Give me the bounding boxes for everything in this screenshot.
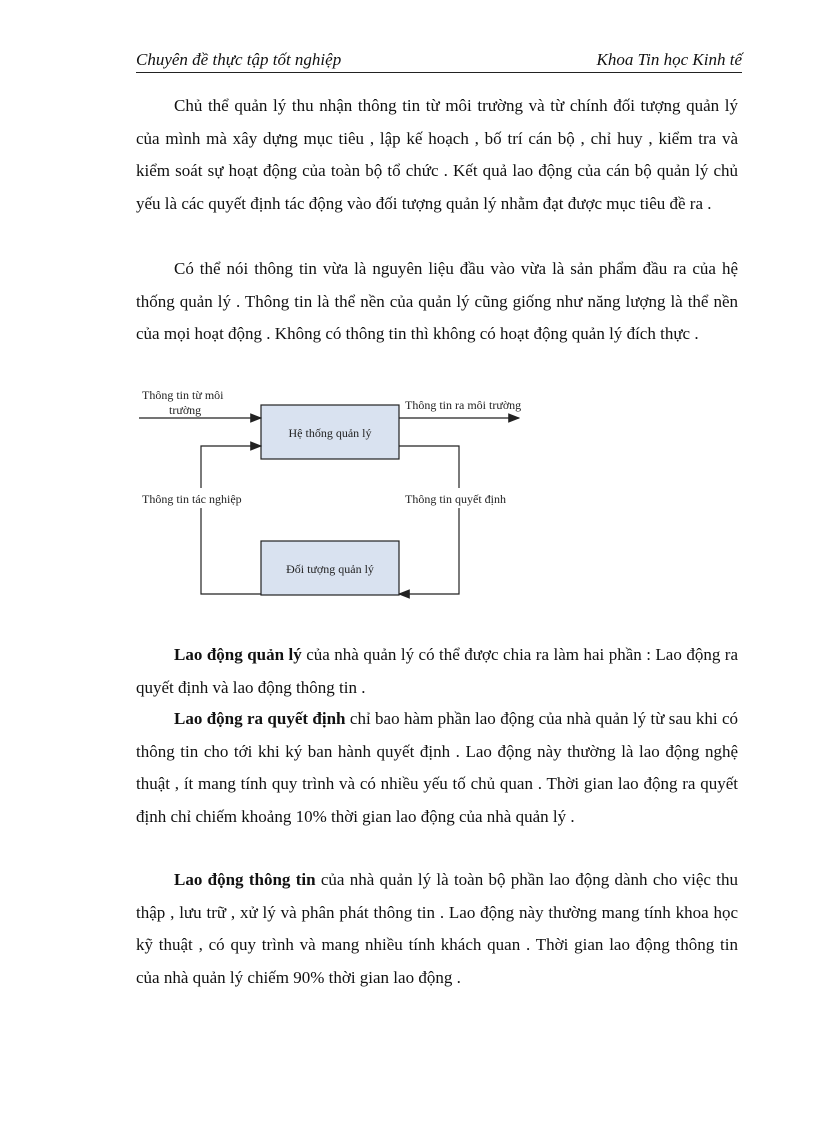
decision-info-loop bbox=[399, 446, 459, 594]
paragraph-5-text: của nhà quản lý là toàn bộ phần lao động dành cho việc thu thập , lưu trữ , xử lý và phân phát thông tin . Lao động này thường mang tính khoa học kỹ thuật , có quy trình và mang nhiều tính khách quan . Thời gian lao động thông tin của nhà quản lý chiếm 90% thời gian lao động . bbox=[136, 870, 738, 987]
paragraph-4 bbox=[136, 703, 738, 833]
operational-info-label: Thông tin tác nghiệp bbox=[142, 492, 242, 506]
paragraph-3-text: của nhà quản lý có thể được chia ra làm hai phần : Lao động ra quyết định và lao động thông tin . bbox=[136, 645, 738, 697]
decision-info-label: Thông tin quyết định bbox=[405, 492, 506, 506]
paragraph-4-text: chỉ bao hàm phần lao động của nhà quản lý từ sau khi có thông tin cho tới khi ký ban hành quyết định . Lao động này thường là lao động nghệ thuật , ít mang tính quy trình và có nhiều yếu tố chủ quan . Thời gian lao động ra quyết định chỉ chiếm khoảng 10% thời gian lao động của nhà quản lý . bbox=[136, 709, 738, 826]
paragraph-4-term: Lao động ra quyết định bbox=[174, 709, 346, 728]
paragraph-5 bbox=[136, 864, 738, 994]
header-right-title: Khoa Tin học Kinh tế bbox=[596, 50, 742, 69]
input-label-line1: Thông tin từ môi bbox=[142, 388, 224, 402]
header-left-title: Chuyên đề thực tập tốt nghiệp bbox=[136, 50, 342, 69]
paragraph-3 bbox=[136, 639, 738, 704]
paragraph-1: Chủ thể quản lý thu nhận thông tin từ môi trường và từ chính đối tượng quản lý của mình mà xây dựng mục tiêu , lập kế hoạch , bố trí cán bộ , chỉ huy , kiểm tra và kiểm soát sự hoạt động của toàn bộ tổ chức . Kết quả lao động của cán bộ quản lý chủ yếu là các quyết định tác động vào đối tượng quản lý nhằm đạt được mục tiêu đề ra . bbox=[136, 96, 738, 213]
paragraph-5-term: Lao động thông tin bbox=[174, 870, 316, 889]
system-box-label: Hệ thống quản lý bbox=[288, 426, 372, 440]
output-label: Thông tin ra môi trường bbox=[405, 398, 522, 412]
input-label-line2: trường bbox=[169, 403, 202, 417]
object-box-label: Đối tượng quản lý bbox=[286, 562, 374, 576]
paragraph-2: Có thể nói thông tin vừa là nguyên liệu đầu vào vừa là sản phẩm đầu ra của hệ thống quản lý . Thông tin là thể nền của quản lý cũng giống như năng lượng là thể nền của mọi hoạt động . Không có thông tin thì không có hoạt động quản lý đích thực . bbox=[136, 259, 738, 344]
paragraph-3-term: Lao động quản lý bbox=[174, 645, 302, 664]
operational-info-loop bbox=[201, 446, 261, 594]
